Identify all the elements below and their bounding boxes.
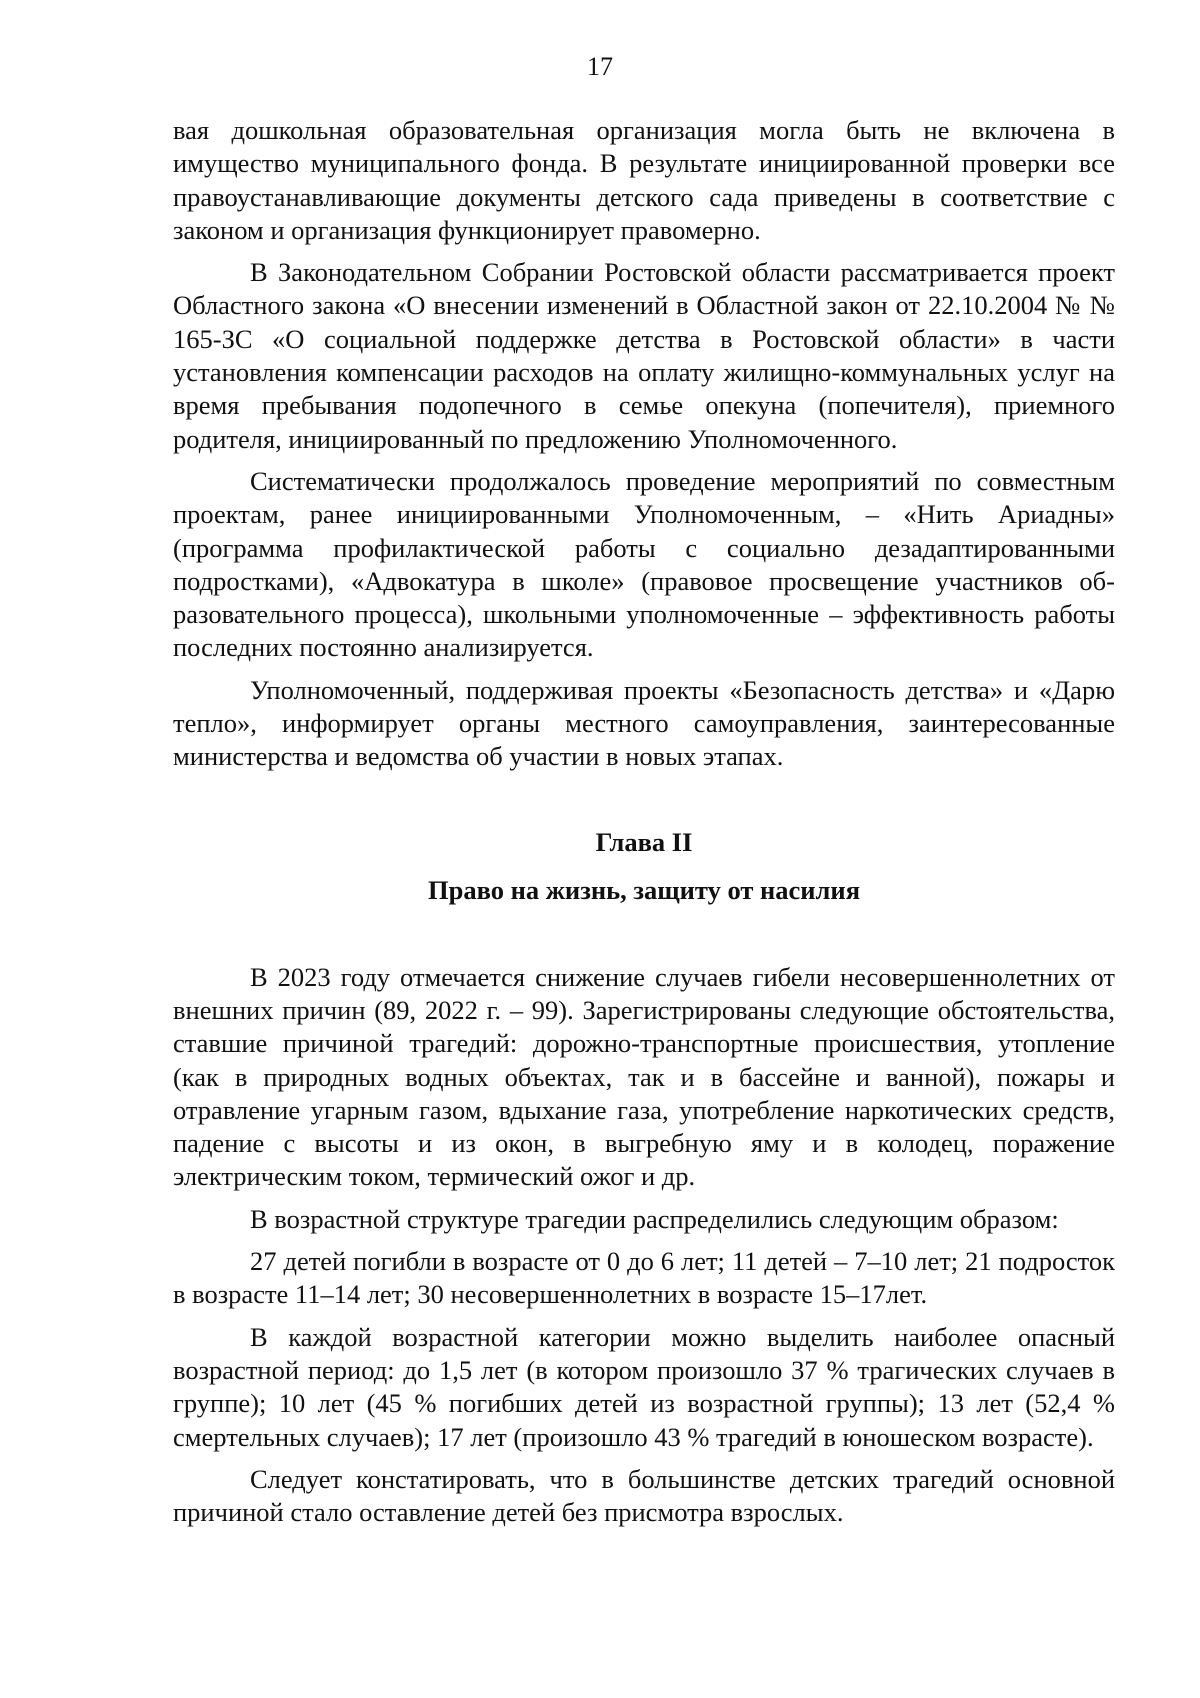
chapter-heading (173, 826, 1115, 907)
chapter-title: Право на жизнь, защиту от насилия (427, 874, 861, 905)
paragraph-continuation: вая дошкольная образовательная организация могла быть не включена в имущество муниципального фонда. В результате инициированной проверки все правоустанавливающие документы детского сада приведены в соответствие с законом и организация функционирует правомерно. (173, 115, 1115, 245)
document-body (173, 114, 1115, 1538)
chapter-label: Глава II (595, 826, 693, 857)
paragraph-joint-projects: Систематически продолжалось проведение мероприятий по совместным проектам, ранее инициированными Уполномоченным, – «Нить Ариадны» (программа профилактической работы с социально дезадаптированными подростками), «Адвокатура в школе» (правовое просвещение участников образовательного процесса), школьными уполномоченные – эффективность работы последних постоянно анализируется. (173, 465, 1115, 663)
paragraph-dangerous-periods: В каждой возрастной категории можно выделить наиболее опасный возрастной период: до 1,5 лет (в котором произошло 37 % трагических случаев в группе); 10 лет (45 % погибших детей из возрастной группы); 13 лет (52,4 % смертельных случаев); 17 лет (произошло 43 % трагедий в юношеском возрасте). (173, 1321, 1115, 1452)
paragraph-support-projects: Уполномоченный, поддерживая проекты «Безопасность детства» и «Дарю тепло», информирует органы местного самоуправления, заинтересованные министерства и ведомства об участии в новых этапах. (173, 674, 1115, 772)
paragraph-mortality-2023: В 2023 году отмечается снижение случаев гибели несовершеннолетних от внешних причин (89, 2022 г. – 99). Зарегистрированы следующие обстоятельства, ставшие причиной трагедий: дорожно-транспортные происшествия, утопление (как в природных водных объектах, так и в бассейне и ванной), пожары и отравление угарным газом, вдыхание газа, употребление наркотических средств, падение с высоты и из окон, в выгребную яму и в колодец, поражение электрическим током, термический ожог и др. (173, 961, 1115, 1192)
paragraph-legislative-project: В Законодательном Собрании Ростовской области рассматривается проект Областного закона «О внесении изменений в Областной закон от 22.10.2004 № № 165-ЗС «О социальной поддержке детства в Ростовской области» в части установления компенсации расходов на оплату жилищно-коммунальных услуг на время пребывания подопечного в семье опекуна (попечителя), приемного родителя, инициированный по предложению Уполномоченного. (173, 257, 1115, 454)
paragraph-age-breakdown: 27 детей погибли в возрасте от 0 до 6 лет; 11 детей – 7–10 лет; 21 подросток в возрасте 11–14 лет; 30 несовершеннолетних в возрасте 15–17лет. (173, 1246, 1115, 1310)
paragraph-conclusion: Следует констатировать, что в большинстве детских трагедий основной причиной стало оставление детей без присмотра взрослых. (173, 1463, 1115, 1528)
paragraph-age-structure-intro: В возрастной структуре трагедии распределились следующим образом: (250, 1203, 1059, 1234)
page-number: 17 (587, 52, 613, 81)
